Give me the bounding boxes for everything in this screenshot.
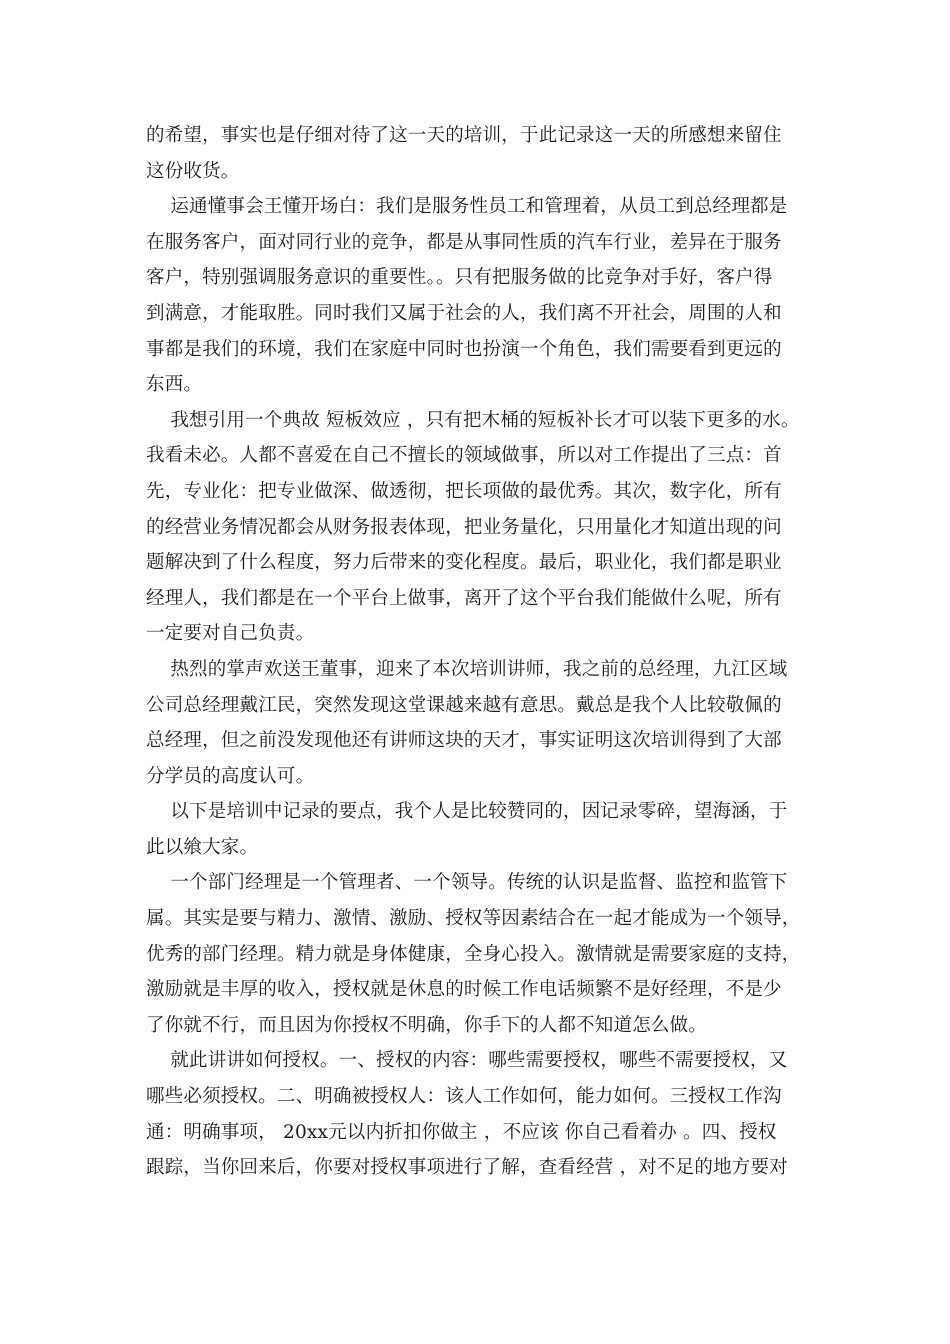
text-line: 跟踪，当你回来后，你要对授权事项进行了解，查看经营 ，对不足的地方要对 xyxy=(146,1157,788,1179)
text-line: 经理人，我们都是在一个平台上做事，离开了这个平台我们能做什么呢，所有 xyxy=(146,587,782,609)
text-line: 我想引用一个典故 短板效应 ，只有把木桶的短板补长才可以装下更多的水。 xyxy=(146,409,800,431)
text-line: 激励就是丰厚的收入，授权就是休息的时候工作电话频繁不是好经理，不是少 xyxy=(146,979,782,1001)
text-line: 优秀的部门经理。精力就是身体健康，全身心投入。激情就是需要家庭的支持， xyxy=(146,943,801,965)
text-line: 属。其实是要与精力、激情、激励、授权等因素结合在一起才能成为一个领导， xyxy=(146,908,801,930)
text-line: 此以飨大家。 xyxy=(146,836,259,858)
text-line: 的经营业务情况都会从财务报表体现，把业务量化，只用量化才知道出现的问 xyxy=(146,516,782,538)
document-body xyxy=(146,118,846,1186)
text-line: 一定要对自己负责。 xyxy=(146,623,315,645)
text-line: 这份收货。 xyxy=(146,160,240,182)
text-line: 公司总经理戴江民，突然发现这堂课越来越有意思。戴总是我个人比较敬佩的 xyxy=(146,694,782,716)
text-line: 运通懂事会王懂开场白：我们是服务性员工和管理着，从员工到总经理都是 xyxy=(146,196,788,218)
text-line: 分学员的高度认可。 xyxy=(146,765,315,787)
text-line: 就此讲讲如何授权。一、授权的内容：哪些需要授权，哪些不需要授权，又 xyxy=(146,1050,788,1072)
text-line: 东西。 xyxy=(146,374,203,396)
text-line: 题解决到了什么程度，努力后带来的变化程度。最后，职业化，我们都是职业 xyxy=(146,552,782,574)
text-line: 通：明确事项， 20xx元以内折扣你做主 ，不应该 你自己看着办 。四、授权 xyxy=(146,1121,777,1143)
text-line: 一个部门经理是一个管理者、一个领导。传统的认识是监督、监控和监管下 xyxy=(146,872,788,894)
text-line: 到满意，才能取胜。同时我们又属于社会的人，我们离不开社会，周围的人和 xyxy=(146,302,782,324)
text-line: 的希望，事实也是仔细对待了这一天的培训，于此记录这一天的所感想来留住 xyxy=(146,125,782,146)
text-line: 在服务客户，面对同行业的竞争，都是从事同性质的汽车行业，差异在于服务 xyxy=(146,231,782,253)
text-line: 热烈的掌声欢送王董事，迎来了本次培训讲师，我之前的总经理，九江区域 xyxy=(146,658,788,680)
text-line: 了你就不行，而且因为你授权不明确，你手下的人都不知道怎么做。 xyxy=(146,1014,708,1036)
text-line: 我看未必。人都不喜爱在自己不擅长的领域做事，所以对工作提出了三点：首 xyxy=(146,445,782,467)
text-line: 总经理，但之前没发现他还有讲师这块的天才，事实证明这次培训得到了大部 xyxy=(146,730,782,752)
text-line: 先，专业化：把专业做深、做透彻，把长项做的最优秀。其次，数字化，所有 xyxy=(146,480,782,502)
text-line: 以下是培训中记录的要点，我个人是比较赞同的，因记录零碎，望海涵，于 xyxy=(146,801,788,823)
text-line: 事都是我们的环境，我们在家庭中同时也扮演一个角色，我们需要看到更远的 xyxy=(146,338,782,360)
text-line: 哪些必须授权。二、明确被授权人：该人工作如何，能力如何。三授权工作沟 xyxy=(146,1086,782,1108)
text-line: 客户，特别强调服务意识的重要性。。只有把服务做的比竞争对手好，客户得 xyxy=(146,267,773,289)
